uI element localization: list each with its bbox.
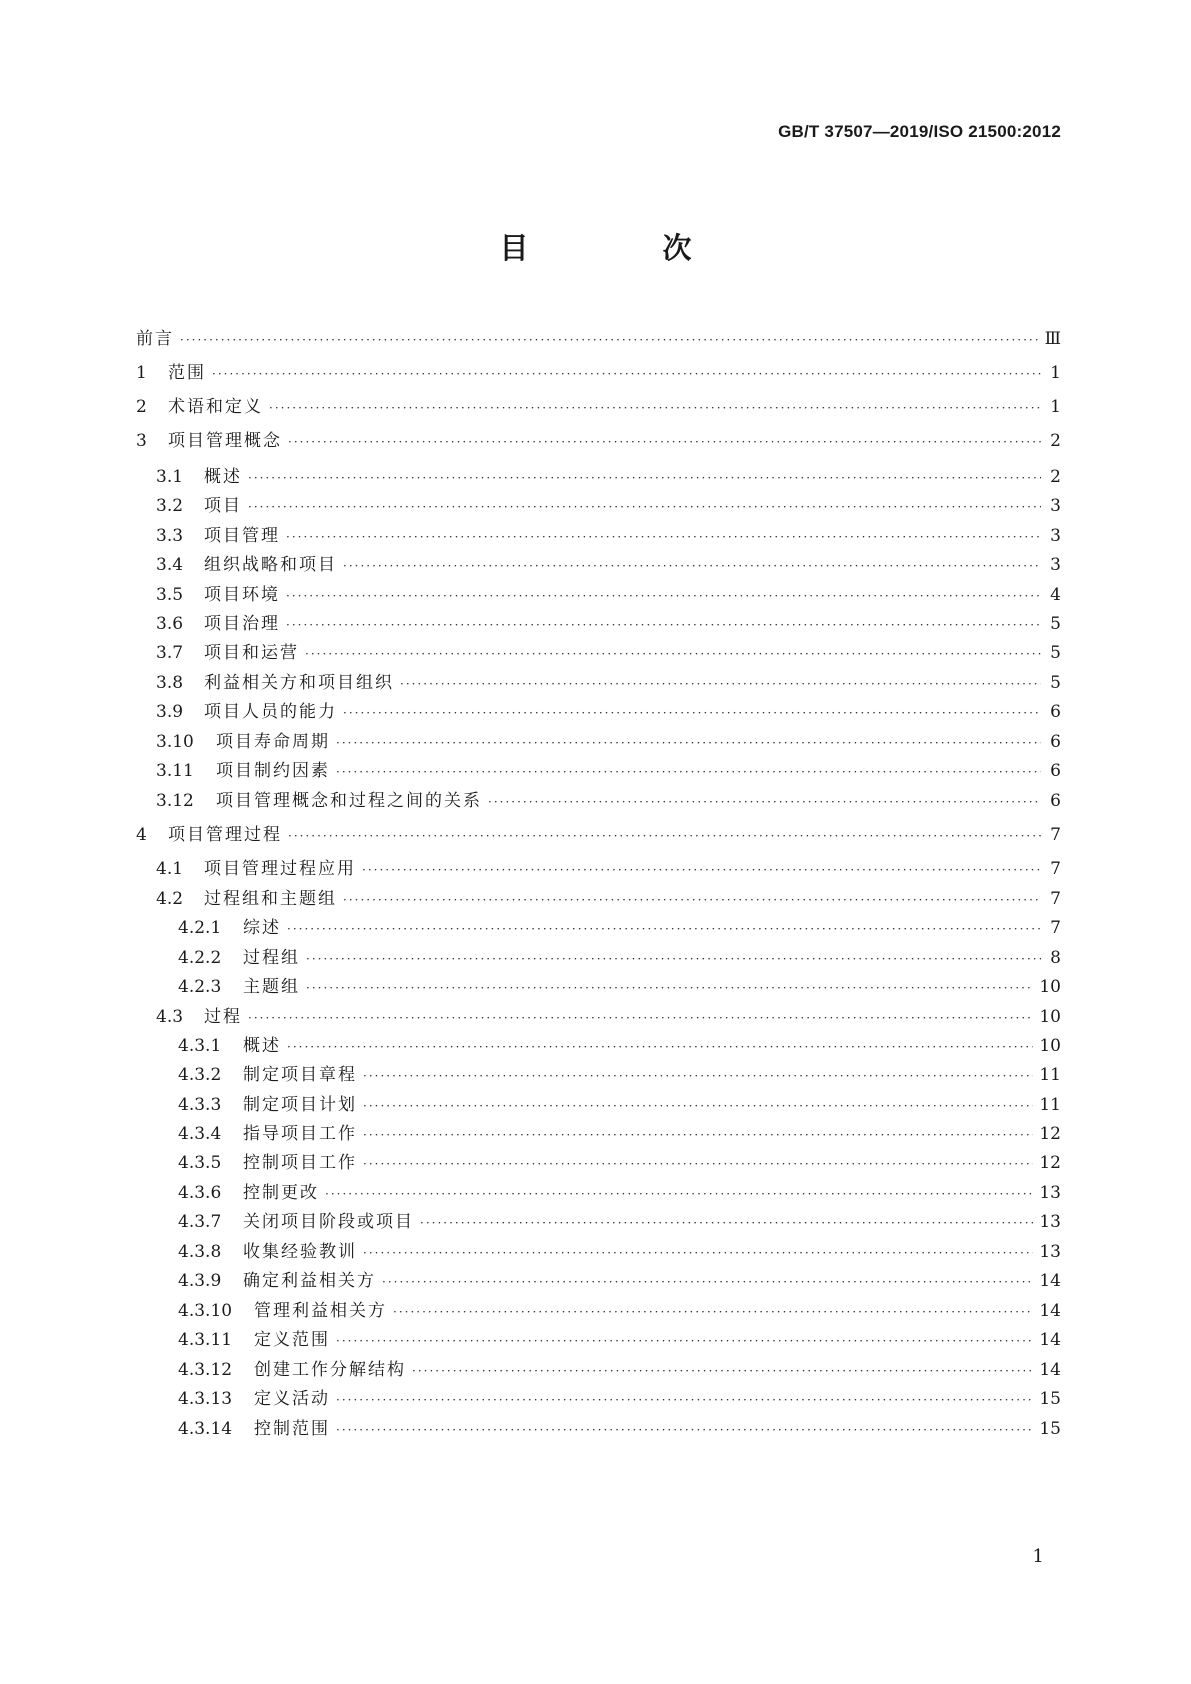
toc-leader-dots	[400, 674, 1041, 694]
toc-entry-title: 过程	[204, 1007, 242, 1027]
toc-leader-dots	[343, 703, 1041, 723]
toc-entry[interactable]	[136, 977, 1061, 998]
toc-leader-dots	[362, 860, 1041, 880]
toc-leader-dots	[286, 586, 1041, 606]
toc-entry-page: 13	[1039, 1212, 1061, 1232]
toc-entry[interactable]	[136, 526, 1061, 547]
toc-entry-number: 4.1	[156, 859, 184, 879]
toc-entry-title: 定义活动	[254, 1389, 330, 1409]
toc-entry-number: 4.3.1	[178, 1036, 222, 1056]
toc-entry[interactable]	[136, 397, 1061, 418]
toc-leader-dots	[336, 1390, 1033, 1410]
toc-leader-dots	[306, 978, 1033, 998]
toc-entry-page: 11	[1039, 1095, 1061, 1115]
toc-leader-dots	[269, 398, 1041, 418]
toc-leader-dots	[180, 330, 1039, 350]
toc-entry-number: 4.2.3	[178, 977, 222, 997]
toc-entry[interactable]	[136, 1330, 1061, 1351]
toc-entry-number: 4.3.9	[178, 1271, 222, 1291]
toc-leader-dots	[343, 556, 1041, 576]
toc-entry-page: 10	[1039, 1007, 1061, 1027]
toc-entry-page: 1	[1050, 363, 1061, 383]
toc-entry[interactable]	[136, 1095, 1061, 1116]
toc-entry-page: 3	[1050, 526, 1061, 546]
toc-entry-number: 3	[136, 431, 147, 451]
toc-leader-dots	[248, 468, 1041, 488]
toc-entry-number: 3.11	[156, 761, 194, 781]
toc-entry[interactable]	[136, 1242, 1061, 1263]
toc-entry-title: 概述	[243, 1036, 281, 1056]
toc-entry-page: 3	[1050, 555, 1061, 575]
toc-entry-title: 利益相关方和项目组织	[204, 673, 394, 693]
toc-entry-title: 项目治理	[204, 614, 280, 634]
toc-entry[interactable]	[136, 467, 1061, 488]
toc-entry-page: 6	[1050, 702, 1061, 722]
toc-entry-title: 控制项目工作	[243, 1153, 357, 1173]
toc-leader-dots	[325, 1184, 1033, 1204]
toc-leader-dots	[363, 1243, 1033, 1263]
toc-entry-number: 4.3.4	[178, 1124, 222, 1144]
toc-entry-number: 4.3.11	[178, 1330, 233, 1350]
toc-entry[interactable]	[136, 1271, 1061, 1292]
toc-leader-dots	[287, 919, 1041, 939]
toc-leader-dots	[336, 762, 1041, 782]
toc-entry-page: 2	[1050, 467, 1061, 487]
toc-leader-dots	[412, 1361, 1033, 1381]
toc-entry-page: 15	[1039, 1419, 1061, 1439]
toc-entry-title: 主题组	[243, 977, 300, 997]
toc-entry-title: 管理利益相关方	[254, 1301, 387, 1321]
toc-entry[interactable]	[136, 673, 1061, 694]
toc-entry[interactable]	[136, 1124, 1061, 1145]
toc-entry-title: 过程组	[243, 948, 300, 968]
toc-entry-number: 4.3.2	[178, 1065, 222, 1085]
toc-entry[interactable]	[136, 1389, 1061, 1410]
toc-entry[interactable]	[136, 825, 1061, 846]
toc-entry-title: 控制范围	[254, 1419, 330, 1439]
toc-entry-title: 项目环境	[204, 585, 280, 605]
toc-entry-number: 4.3.12	[178, 1360, 233, 1380]
toc-entry-number: 4.2	[156, 889, 184, 909]
toc-entry[interactable]	[136, 791, 1061, 812]
toc-entry-number: 4.2.1	[178, 918, 222, 938]
toc-entry-number: 4.3.3	[178, 1095, 222, 1115]
toc-entry-page: Ⅲ	[1044, 329, 1061, 349]
toc-leader-dots	[306, 949, 1041, 969]
toc-entry-page: 4	[1050, 585, 1061, 605]
toc-entry-title: 收集经验教训	[243, 1242, 357, 1262]
toc-entry[interactable]	[136, 1183, 1061, 1204]
toc-leader-dots	[420, 1213, 1033, 1233]
toc-entry-title: 过程组和主题组	[204, 889, 337, 909]
toc-entry-title: 项目管理	[204, 526, 280, 546]
toc-leader-dots	[248, 1008, 1033, 1028]
toc-entry-number: 4.3	[156, 1007, 184, 1027]
toc-leader-dots	[288, 826, 1041, 846]
toc-entry-page: 5	[1050, 614, 1061, 634]
toc-leader-dots	[343, 890, 1041, 910]
toc-entry-title: 组织战略和项目	[204, 555, 337, 575]
toc-entry-title: 项目制约因素	[216, 761, 330, 781]
toc-leader-dots	[382, 1272, 1033, 1292]
toc-entry-page: 14	[1039, 1301, 1061, 1321]
toc-entry-title: 定义范围	[254, 1330, 330, 1350]
toc-entry-number: 4.3.14	[178, 1419, 233, 1439]
toc-entry-number: 4.2.2	[178, 948, 222, 968]
toc-entry[interactable]	[136, 1036, 1061, 1057]
toc-entry-title: 确定利益相关方	[243, 1271, 376, 1291]
toc-entry-number: 3.10	[156, 732, 194, 752]
toc-leader-dots	[336, 1420, 1033, 1440]
toc-entry[interactable]	[136, 1153, 1061, 1174]
toc-entry-title: 项目管理过程应用	[204, 859, 356, 879]
toc-entry-page: 13	[1039, 1183, 1061, 1203]
toc-entry-number: 3.2	[156, 496, 184, 516]
toc-entry-page: 6	[1050, 732, 1061, 752]
toc-entry-page: 7	[1050, 889, 1061, 909]
toc-entry-page: 5	[1050, 643, 1061, 663]
toc-entry-page: 6	[1050, 761, 1061, 781]
toc-entry-page: 7	[1050, 859, 1061, 879]
toc-entry-number: 4.3.10	[178, 1301, 233, 1321]
toc-leader-dots	[286, 615, 1041, 635]
toc-entry-page: 11	[1039, 1065, 1061, 1085]
toc-entry-page: 14	[1039, 1330, 1061, 1350]
toc-entry[interactable]	[136, 1212, 1061, 1233]
toc-entry-page: 7	[1050, 918, 1061, 938]
toc-entry[interactable]	[136, 585, 1061, 606]
toc-entry-page: 5	[1050, 673, 1061, 693]
page-number: 1	[1032, 1546, 1044, 1567]
toc-entry-number: 3.4	[156, 555, 184, 575]
toc-leader-dots	[363, 1066, 1033, 1086]
toc-entry-number: 3.3	[156, 526, 184, 546]
toc-entry-page: 2	[1050, 431, 1061, 451]
toc-leader-dots	[488, 792, 1041, 812]
toc-entry-title: 概述	[204, 467, 242, 487]
toc-entry-number: 1	[136, 363, 147, 383]
toc-entry-page: 1	[1050, 397, 1061, 417]
toc-entry-page: 12	[1039, 1153, 1061, 1173]
toc-leader-dots	[363, 1154, 1033, 1174]
toc-entry-page: 10	[1039, 977, 1061, 997]
toc-entry-title: 控制更改	[243, 1183, 319, 1203]
toc-entry[interactable]	[136, 948, 1061, 969]
toc-entry-title: 综述	[243, 918, 281, 938]
toc-entry-number: 3.12	[156, 791, 194, 811]
toc-entry-title: 制定项目计划	[243, 1095, 357, 1115]
toc-entry[interactable]	[136, 329, 1061, 350]
toc-entry-number: 4.3.5	[178, 1153, 222, 1173]
toc-entry[interactable]	[136, 889, 1061, 910]
toc-leader-dots	[336, 1331, 1033, 1351]
toc-entry-number: 3.5	[156, 585, 184, 605]
toc-leader-dots	[393, 1302, 1033, 1322]
toc-entry-number: 2	[136, 397, 147, 417]
toc-leader-dots	[336, 733, 1041, 753]
toc-entry-number: 4.3.7	[178, 1212, 222, 1232]
toc-entry-page: 14	[1039, 1360, 1061, 1380]
toc-entry-title: 范围	[168, 363, 206, 383]
toc-entry-title: 项目和运营	[204, 643, 299, 663]
toc-entry-page: 15	[1039, 1389, 1061, 1409]
toc-entry-title: 项目	[204, 496, 242, 516]
toc-entry-title: 指导项目工作	[243, 1124, 357, 1144]
toc-entry-page: 13	[1039, 1242, 1061, 1262]
toc-entry-title: 制定项目章程	[243, 1065, 357, 1085]
toc-entry-title: 项目管理过程	[168, 825, 282, 845]
toc-entry-page: 14	[1039, 1271, 1061, 1291]
toc-entry-page: 8	[1050, 948, 1061, 968]
toc-entry[interactable]	[136, 1007, 1061, 1028]
toc-entry-number: 3.9	[156, 702, 184, 722]
toc-entry-title: 项目人员的能力	[204, 702, 337, 722]
toc-leader-dots	[248, 497, 1041, 517]
toc-entry-page: 10	[1039, 1036, 1061, 1056]
toc-entry[interactable]	[136, 1065, 1061, 1086]
toc-entry-title: 术语和定义	[168, 397, 263, 417]
toc-leader-dots	[212, 364, 1041, 384]
toc-leader-dots	[288, 432, 1041, 452]
toc-entry-title: 项目管理概念	[168, 431, 282, 451]
toc-entry[interactable]	[136, 702, 1061, 723]
toc-entry-number: 4.3.6	[178, 1183, 222, 1203]
toc-leader-dots	[287, 1037, 1033, 1057]
toc-entry-title: 项目管理概念和过程之间的关系	[216, 791, 482, 811]
toc-entry[interactable]	[136, 761, 1061, 782]
toc-entry-title: 关闭项目阶段或项目	[243, 1212, 414, 1232]
toc-entry-number: 3.7	[156, 643, 184, 663]
page-title: 目 次	[499, 231, 754, 265]
toc-entry[interactable]	[136, 918, 1061, 939]
toc-entry[interactable]	[136, 732, 1061, 753]
toc-entry-number: 4	[136, 825, 147, 845]
toc-entry[interactable]	[136, 614, 1061, 635]
toc-entry-page: 12	[1039, 1124, 1061, 1144]
toc-leader-dots	[363, 1125, 1033, 1145]
standard-code: GB/T 37507—2019/ISO 21500:2012	[778, 122, 1061, 141]
toc-entry[interactable]	[136, 1419, 1061, 1440]
toc-entry[interactable]	[136, 643, 1061, 664]
toc-entry-number: 4.3.13	[178, 1389, 233, 1409]
toc-entry-number: 3.1	[156, 467, 184, 487]
toc-entry[interactable]	[136, 1360, 1061, 1381]
toc-entry[interactable]	[136, 431, 1061, 452]
toc-entry[interactable]	[136, 1301, 1061, 1322]
toc-entry-number: 4.3.8	[178, 1242, 222, 1262]
toc-leader-dots	[363, 1096, 1033, 1116]
toc-leader-dots	[286, 527, 1041, 547]
toc-entry-number: 3.8	[156, 673, 184, 693]
toc-leader-dots	[305, 644, 1041, 664]
toc-entry[interactable]	[136, 363, 1061, 384]
toc-entry[interactable]	[136, 859, 1061, 880]
toc-entry-page: 7	[1050, 825, 1061, 845]
toc-entry-title: 项目寿命周期	[216, 732, 330, 752]
toc-entry[interactable]	[136, 555, 1061, 576]
toc-entry[interactable]	[136, 496, 1061, 517]
toc-entry-title: 前言	[136, 329, 174, 349]
toc-entry-page: 3	[1050, 496, 1061, 516]
toc-entry-title: 创建工作分解结构	[254, 1360, 406, 1380]
toc-entry-number: 3.6	[156, 614, 184, 634]
toc-entry-page: 6	[1050, 791, 1061, 811]
